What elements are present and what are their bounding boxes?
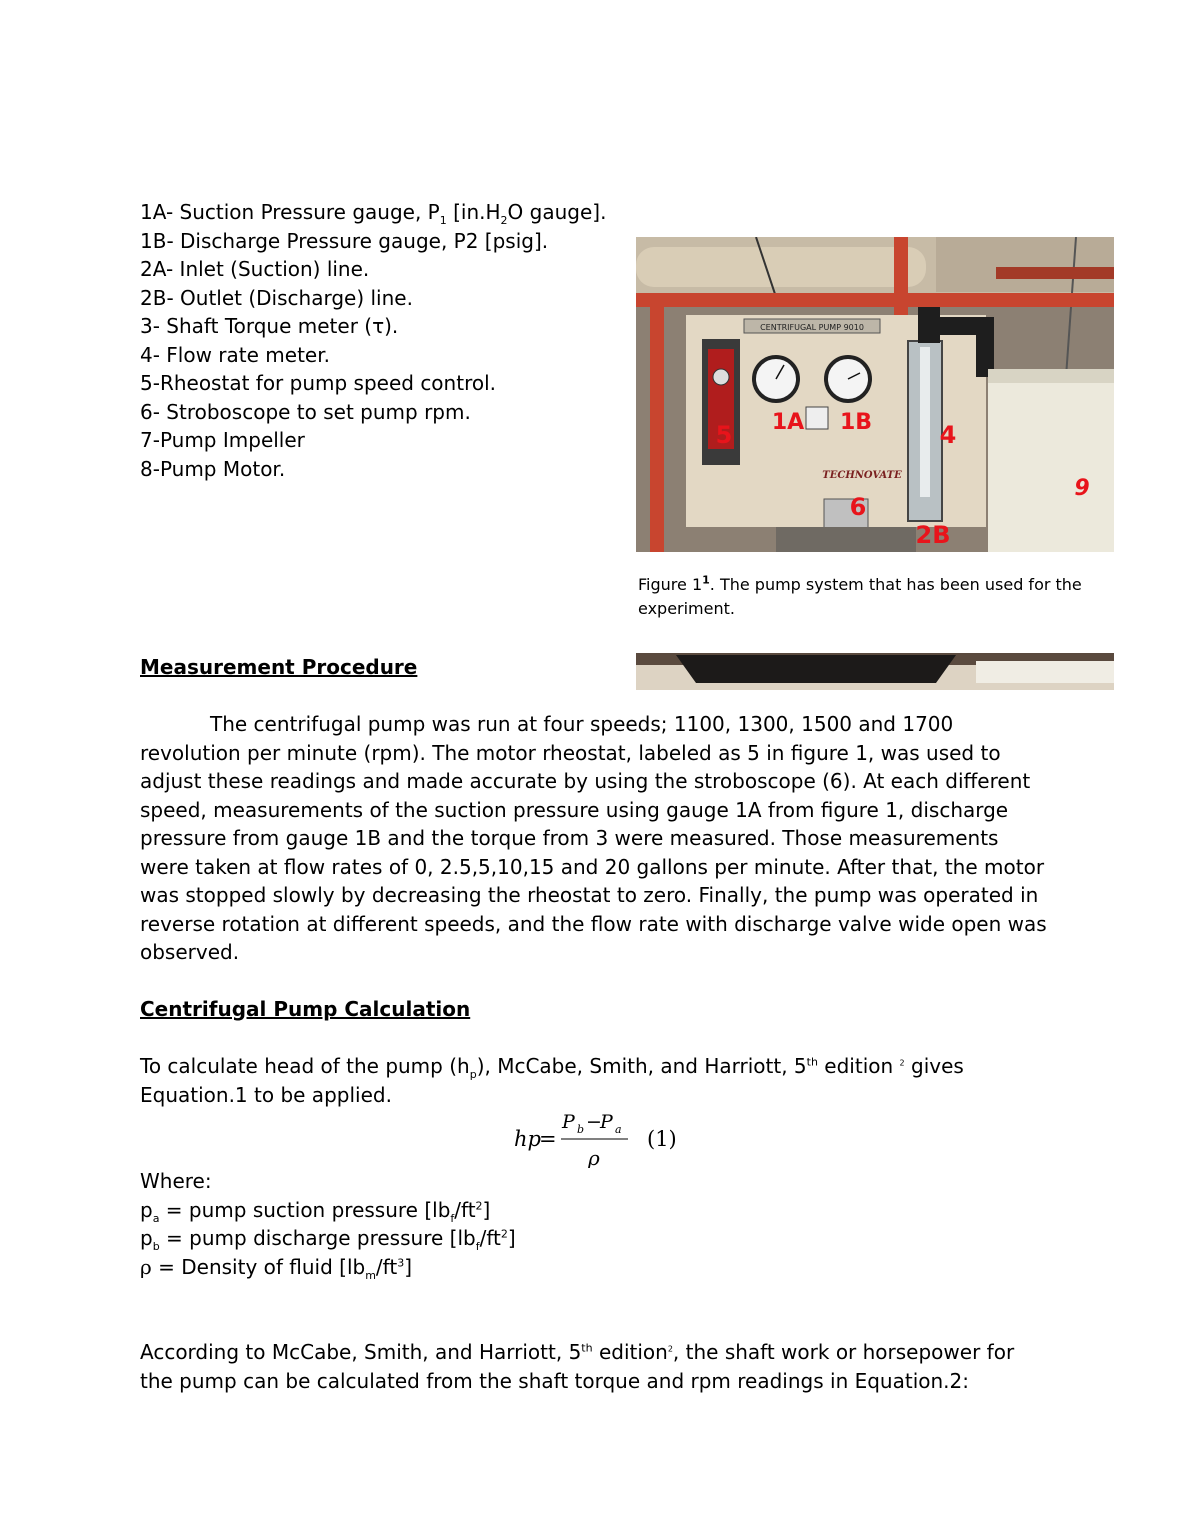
- svg-text:9: 9: [1074, 476, 1090, 501]
- svg-text:1A: 1A: [771, 410, 805, 435]
- svg-text:b: b: [577, 1123, 585, 1136]
- svg-text:2B: 2B: [915, 521, 951, 549]
- svg-text:4: 4: [939, 421, 957, 449]
- calculation-heading: Centrifugal Pump Calculation: [140, 997, 471, 1021]
- legend-item-3: 3- Shaft Torque meter (τ).: [140, 314, 399, 338]
- svg-text:hp: hp: [514, 1127, 541, 1151]
- legend-item-1b: 1B- Discharge Pressure gauge, P2 [psig].: [140, 228, 549, 253]
- definitions: [140, 1167, 1050, 1281]
- calculation-intro: To calculate head of the pump $(h_p)$, McCabe, Smith, and Harriott, 5th edition $^2$ gives Equation.1 to be applied.: [140, 1054, 964, 1107]
- shaft-work-paragraph: According to McCabe, Smith, and Harriott, 5th edition$^2$, the shaft work or horsepower for the pump can be calculated from the shaft torque and rpm readings in Equation.2:: [140, 1340, 1015, 1393]
- svg-text:TECHNOVATE: TECHNOVATE: [822, 470, 902, 481]
- legend-item-6: 6- Stroboscope to set pump rpm.: [140, 399, 471, 424]
- equation-1: [514, 1108, 694, 1168]
- legend-item-8: 8-Pump Motor.: [140, 456, 286, 481]
- svg-text:6: 6: [849, 493, 867, 521]
- svg-text:a: a: [615, 1123, 622, 1136]
- legend-item-5: 5-Rheostat for pump speed control.: [140, 371, 496, 395]
- svg-text:CENTRIFUGAL PUMP 9010: CENTRIFUGAL PUMP 9010: [760, 323, 864, 332]
- legend-item-1a: 1A- Suction Pressure gauge, $P_1$ [$in.H_2O$ gauge].: [140, 200, 607, 227]
- where-label: Where:: [140, 1169, 212, 1193]
- svg-text:1B: 1B: [839, 410, 873, 435]
- svg-text:P: P: [600, 1111, 613, 1133]
- svg-text:ρ: ρ: [588, 1146, 600, 1168]
- svg-text:=: =: [539, 1127, 557, 1151]
- legend-item-7: 7-Pump Impeller: [140, 428, 305, 452]
- legend-item-4: 4- Flow rate meter.: [140, 342, 330, 367]
- component-legend: [140, 198, 610, 483]
- definition-pb: $p_b$ = pump discharge pressure $[lb_f/ft^2]$: [140, 1226, 516, 1253]
- svg-text:(1): (1): [647, 1127, 677, 1151]
- legend-item-2a: 2A- Inlet (Suction) line.: [140, 257, 370, 281]
- legend-item-2b: 2B- Outlet (Discharge) line.: [140, 285, 413, 310]
- svg-text:5: 5: [715, 421, 733, 449]
- figure-caption: Figure $1^1$. The pump system that has been used for the experiment.: [638, 573, 1082, 618]
- measurement-paragraph: The centrifugal pump was run at four speeds; 1100, 1300, 1500 and 1700 revolution per minute (rpm). The motor rheostat, labeled as 5 in figure 1, was used to adjust these readings and made accurate by using the stroboscope (6). At each different speed, measurements of the suction pressure using gauge 1A from figure 1, discharge pressure from gauge 1B and the torque from 3 were measured. Those measurements were taken at flow rates of 0, 2.5,5,10,15 and 20 gallons per minute. After that, the motor was stopped slowly by decreasing the rheostat to zero. Finally, the pump was operated in reverse rotation at different speeds, and the flow rate with discharge valve wide open was observed.: [140, 712, 1047, 964]
- pump-system-photo: [636, 237, 1114, 552]
- definition-pa: $p_a$ = pump suction pressure $[lb_f/ft^2]$: [140, 1197, 491, 1225]
- photo-strip: [636, 653, 1114, 690]
- definition-rho: ρ = Density of fluid $[lb_m/ft^3]$: [140, 1254, 413, 1282]
- svg-text:−: −: [586, 1111, 602, 1133]
- svg-text:P: P: [562, 1111, 575, 1133]
- measurement-heading: Measurement Procedure: [140, 655, 418, 679]
